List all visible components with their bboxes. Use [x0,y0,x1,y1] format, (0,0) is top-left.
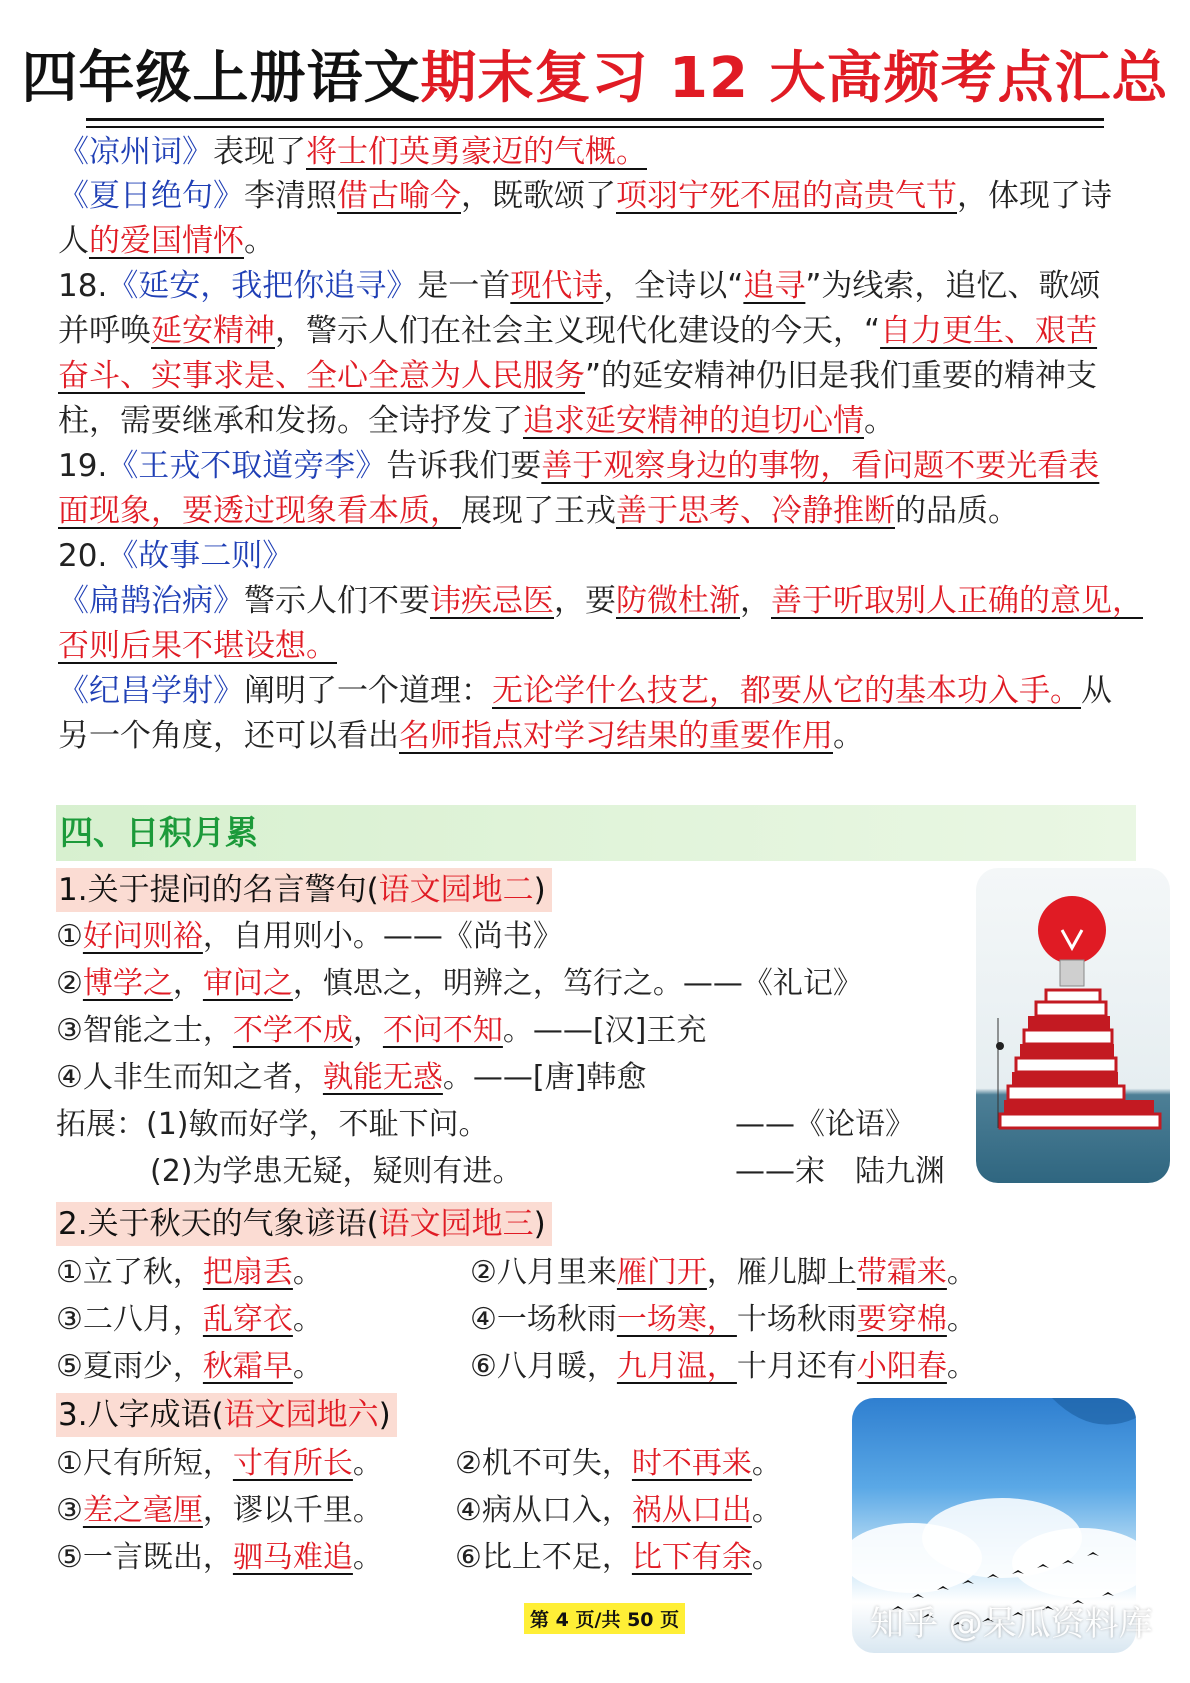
answer: 把扇丢 [202,1255,293,1290]
para-xiarijueju-cont [58,217,1133,265]
current-page: 4 [555,1609,569,1631]
source: 语文园地六 [223,1397,379,1433]
para-bianque [58,577,1143,625]
answer: 自力更生、艰苦 [880,313,1098,349]
text: 阐明了一个道理： [244,673,492,709]
idiom-1 [56,1442,383,1486]
text: 病从口入， [481,1493,632,1528]
item-number: 19. [58,448,108,484]
para-18-line2 [58,307,1133,355]
idiom-4 [455,1489,782,1533]
extension-1-source: ——《论语》 [735,1107,915,1142]
title-part-black: 四年级上册语文 [21,46,421,111]
answer: 无论学什么技艺，都要从它的基本功入手。 [492,673,1081,709]
extension-2: (2)为学患无疑，疑则有进。 [150,1154,523,1189]
quote-3 [56,1009,706,1053]
text: 页 [660,1609,680,1631]
text: ，谬以千里。 [202,1493,383,1528]
item-number: ③ [56,1302,83,1337]
para-18-line4 [58,397,1133,445]
text: 。 [946,1302,977,1337]
source: 语文园地三 [378,1206,534,1242]
text: ) [378,1397,391,1433]
proverb-3 [56,1298,323,1342]
item-number: ⑥ [455,1540,482,1575]
para-jichang-line2 [58,712,1133,760]
item-number: ① [56,1255,83,1290]
book-title: 《扁鹊治病》 [58,583,244,619]
text: 从 [1081,673,1112,709]
proverb-5 [56,1345,323,1389]
answer: 审问之 [202,966,293,1001]
answer: 差之毫厘 [82,1493,203,1528]
book-title: 《凉州词》 [58,134,213,170]
text: 1.关于提问的名言警句( [58,872,379,908]
item-number: 18. [58,268,108,304]
proverb-4 [470,1298,977,1342]
item-number: ② [470,1255,497,1290]
item-number: ③ [56,1013,83,1048]
extension-2-source: ——宋 陆九渊 [735,1154,945,1189]
title-part-red: 期末复习 12 大高频考点汇总 [420,46,1169,111]
subsection-1-title [56,868,552,912]
text: 李清照 [244,178,337,214]
proverb-6 [470,1345,977,1389]
text: 。——[汉]王充 [502,1013,707,1048]
para-18-line3 [58,352,1133,400]
text: 。 [244,223,275,259]
text: 并呼唤 [58,313,151,349]
answer: 否则后果不堪设想。 [58,628,337,664]
text: 。 [292,1255,323,1290]
item-number: ③ [56,1493,83,1528]
answer: 追寻 [743,268,806,304]
answer: 防微杜渐 [616,583,740,619]
text: ”的延安精神仍旧是我们重要的精神支 [585,358,1098,394]
answer: 博学之 [82,966,173,1001]
item-number: 20. [58,538,108,574]
answer: 延安精神 [151,313,275,349]
answer: 现代诗 [510,268,604,304]
answer: 名师指点对学习结果的重要作用 [399,718,833,754]
text: 。 [751,1540,782,1575]
para-bianque-line2 [58,622,1133,670]
answer: 善于听取别人正确的意见， [771,583,1143,619]
answer: 驷马难追 [232,1540,353,1575]
text: 。 [946,1255,977,1290]
book-title: 《王戎不取道旁李》 [107,448,387,484]
text: 人非生而知之者， [82,1060,323,1095]
text: ，自用则小。——《尚书》 [202,919,563,954]
text: 立了秋， [82,1255,203,1290]
text: 表现了 [213,134,306,170]
text: 展现了王戎 [461,493,616,529]
answer: 时不再来 [631,1446,752,1481]
text: 十场秋雨 [736,1302,857,1337]
text: 。 [751,1446,782,1481]
proverb-1 [56,1251,323,1295]
text: 3.八字成语( [58,1397,224,1433]
answer: 一场寒， [616,1302,737,1337]
text: ， [172,966,203,1001]
text: 。 [292,1302,323,1337]
text: 一言既出， [82,1540,233,1575]
total-pages: 50 [627,1609,654,1631]
text: ，全诗以“ [603,268,744,304]
text: 警示人们不要 [244,583,430,619]
para-liangzhouci [58,128,1133,176]
subsection-3-title [56,1393,397,1437]
item-number: ② [56,966,83,1001]
text: 二八月， [82,1302,203,1337]
lightbulb-books-illustration [976,868,1170,1183]
answer: 面现象，要透过现象看本质， [58,493,461,529]
text: ，体现了诗 [957,178,1112,214]
answer: 将士们英勇豪迈的气概。 [306,134,647,170]
answer: 乱穿衣 [202,1302,293,1337]
book-title: 《故事二则》 [107,538,294,574]
page-title [0,44,1190,114]
proverb-2 [470,1251,977,1295]
text: 一场秋雨 [496,1302,617,1337]
para-19-line2 [58,487,1133,535]
answer: 小阳春 [856,1349,947,1384]
text: 智能之士， [82,1013,233,1048]
text: ， [740,583,771,619]
idiom-6 [455,1536,782,1580]
lightbulb-icon [976,868,1170,1183]
book-title: 《夏日绝句》 [58,178,244,214]
title-underline [86,118,1104,121]
answer: 带霜来 [856,1255,947,1290]
text: 第 [530,1609,550,1631]
section-header: 四、日积月累 [56,805,1136,861]
text: 的品质。 [895,493,1019,529]
answer: 善于观察身边的事物，看问题不要光看表 [541,448,1100,484]
quote-1 [56,915,563,959]
para-18 [58,262,1133,310]
text: 机不可失， [481,1446,632,1481]
item-number: ⑤ [56,1540,83,1575]
item-number: ① [56,1446,83,1481]
text: ，警示人们在社会主义现代化建设的今天，“ [275,313,881,349]
answer: 雁门开 [616,1255,707,1290]
text: 页/共 [575,1609,621,1631]
text: ，慎思之，明辨之，笃行之。——《礼记》 [292,966,863,1001]
text: ，雁儿脚上 [706,1255,857,1290]
book-title: 《延安，我把你追寻》 [107,268,418,304]
answer: 不问不知 [382,1013,503,1048]
quote-4 [56,1056,646,1100]
idiom-3 [56,1489,383,1533]
text: 另一个角度，还可以看出 [58,718,399,754]
text: 。 [292,1349,323,1384]
text: ，既歌颂了 [461,178,616,214]
answer: 项羽宁死不屈的高贵气节 [616,178,957,214]
answer: 善于思考、冷静推断 [616,493,895,529]
text: 。 [864,403,895,439]
answer: 好问则裕 [82,919,203,954]
text: 夏雨少， [82,1349,203,1384]
answer: 追求延安精神的迫切心情 [523,403,864,439]
text: 。 [946,1349,977,1384]
text: ) [533,1206,546,1242]
item-number: ④ [455,1493,482,1528]
text: 人 [58,223,89,259]
para-xiarijueju [58,172,1133,220]
text: 。 [352,1540,383,1575]
answer: 不学不成 [232,1013,353,1048]
text: (1)敏而好学，不耻下问。 [146,1107,489,1142]
text: 2.关于秋天的气象谚语( [58,1206,379,1242]
item-number: ② [455,1446,482,1481]
text: 十月还有 [736,1349,857,1384]
answer: 的爱国情怀 [89,223,244,259]
answer: 讳疾忌医 [430,583,554,619]
para-20 [58,532,1133,580]
idiom-2 [455,1442,782,1486]
answer: 奋斗、实事求是、全心全意为人民服务 [58,358,585,394]
item-number: ④ [56,1060,83,1095]
text: ”为线索，追忆、歌颂 [805,268,1101,304]
text: ) [533,872,546,908]
answer: 要穿棉 [856,1302,947,1337]
text: 八月里来 [496,1255,617,1290]
idiom-5 [56,1536,383,1580]
text: 比上不足， [481,1540,632,1575]
answer: 借古喻今 [337,178,461,214]
text: 尺有所短， [82,1446,233,1481]
text: 。——[唐]韩愈 [442,1060,647,1095]
text: 八月暖， [496,1349,617,1384]
answer: 祸从口出 [631,1493,752,1528]
answer: 孰能无惑 [322,1060,443,1095]
book-title: 《纪昌学射》 [58,673,244,709]
page-indicator [524,1603,685,1634]
text: 柱，需要继承和发扬。全诗抒发了 [58,403,523,439]
item-number: ⑥ [470,1349,497,1384]
answer: 比下有余 [631,1540,752,1575]
item-number: ④ [470,1302,497,1337]
text: 。 [751,1493,782,1528]
answer: 寸有所长 [232,1446,353,1481]
text: 。 [833,718,864,754]
extension-label: 拓展： [56,1107,146,1142]
para-jichang [58,667,1133,715]
answer: 秋霜早 [202,1349,293,1384]
text: 告诉我们要 [386,448,542,484]
item-number: ⑤ [56,1349,83,1384]
para-19 [58,442,1133,490]
item-number: ① [56,919,83,954]
source: 语文园地二 [378,872,534,908]
quote-2 [56,962,863,1006]
text: ， [352,1013,383,1048]
watermark: 知乎 @呆瓜资料库 [870,1604,1153,1644]
text: 是一首 [417,268,511,304]
extension-1 [56,1103,489,1147]
answer: 九月温， [616,1349,737,1384]
subsection-2-title [56,1202,552,1246]
text: ，要 [554,583,616,619]
text: 。 [352,1446,383,1481]
